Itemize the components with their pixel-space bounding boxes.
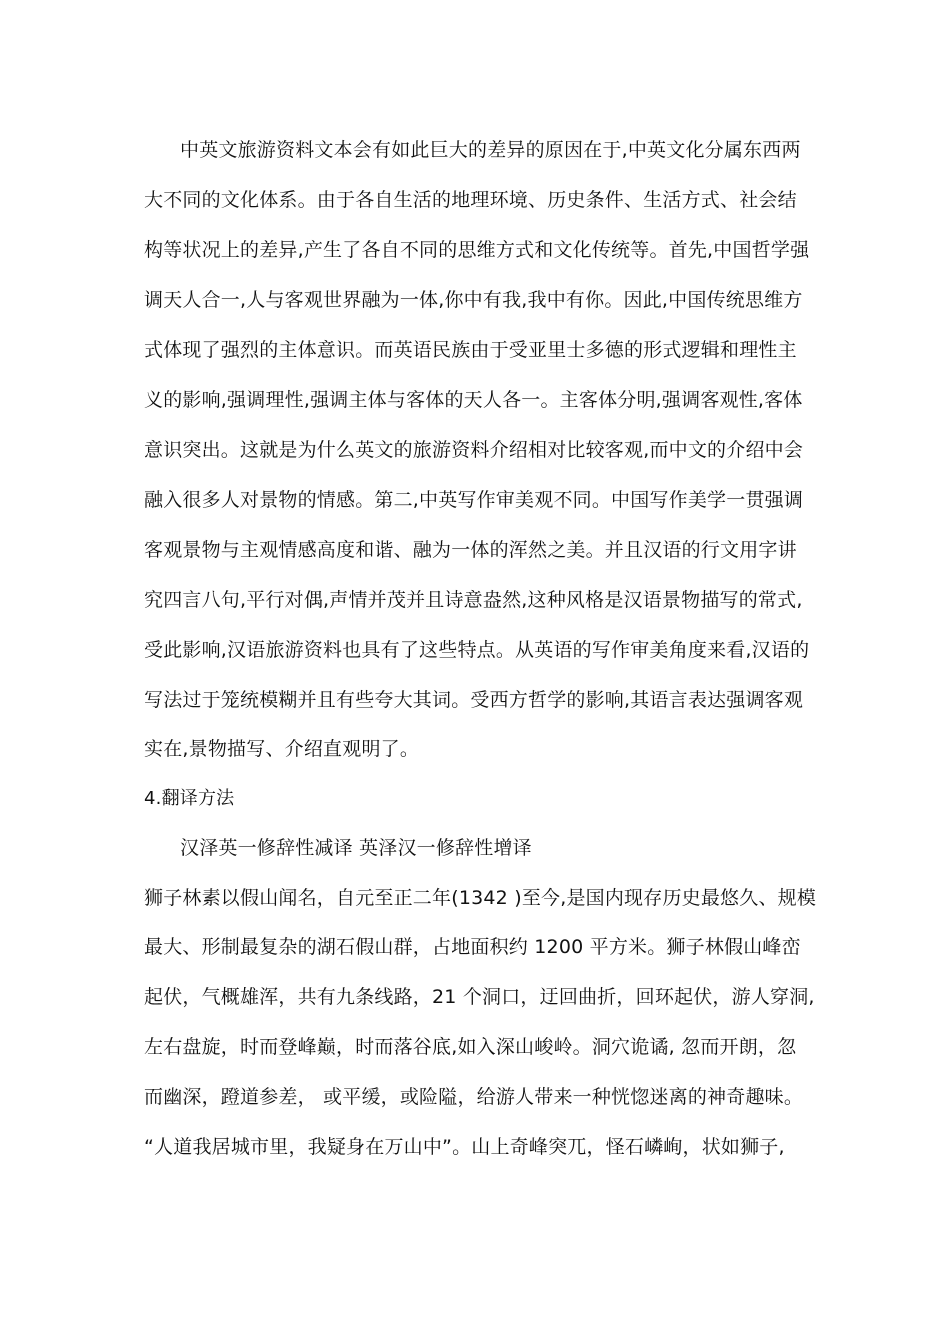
paragraph-2-line-2: 最大、形制最复杂的湖石假山群，占地面积约 1200 平方米。狮子林假山峰峦	[144, 936, 801, 958]
subheading: 汉泽英一修辞性减译 英泽汉一修辞性增译	[180, 837, 532, 859]
paragraph-2-line-3: 起伏，气概雄浑，共有九条线路，21 个洞口，迂回曲折，回环起伏，游人穿洞,	[144, 986, 815, 1008]
paragraph-2-line-4: 左右盘旋，时而登峰巅，时而落谷底,如入深山峻岭。洞穴诡谲, 忽而开朗，忽	[144, 1036, 797, 1058]
section-heading: 4.翻译方法	[144, 788, 235, 809]
paragraph-1-line-1: 中英文旅游资料文本会有如此巨大的差异的原因在于,中英文化分属东西两	[180, 139, 801, 161]
paragraph-2-line-6: “人道我居城市里，我疑身在万山中”。山上奇峰突兀，怪石嶙峋，状如狮子,	[144, 1136, 785, 1158]
paragraph-1-line-10: 究四言八句,平行对偶,声情并茂并且诗意盎然,这种风格是汉语景物描写的常式,	[144, 589, 803, 611]
paragraph-1-line-3: 构等状况上的差异,产生了各自不同的思维方式和文化传统等。首先,中国哲学强	[144, 239, 810, 261]
paragraph-1-line-13: 实在,景物描写、介绍直观明了。	[144, 738, 420, 760]
paragraph-1-line-8: 融入很多人对景物的情感。第二,中英写作审美观不同。中国写作美学一贯强调	[144, 489, 804, 511]
paragraph-2-line-1: 狮子林素以假山闻名，自元至正二年(1342 )至今,是国内现存历史最悠久、规模	[144, 887, 817, 909]
paragraph-1-line-9: 客观景物与主观情感高度和谐、融为一体的浑然之美。并且汉语的行文用字讲	[144, 539, 797, 561]
paragraph-1-line-4: 调天人合一,人与客观世界融为一体,你中有我,我中有你。因此,中国传统思维方	[144, 289, 803, 311]
paragraph-1-line-2: 大不同的文化体系。由于各自生活的地理环境、历史条件、生活方式、社会结	[144, 189, 797, 211]
paragraph-1-line-11: 受此影响,汉语旅游资料也具有了这些特点。从英语的写作审美角度来看,汉语的	[144, 639, 810, 661]
paragraph-1-line-12: 写法过于笼统模糊并且有些夸大其词。受西方哲学的影响,其语言表达强调客观	[144, 689, 804, 711]
paragraph-1-line-5: 式体现了强烈的主体意识。而英语民族由于受亚里士多德的形式逻辑和理性主	[144, 339, 797, 361]
paragraph-1-line-7: 意识突出。这就是为什么英文的旅游资料介绍相对比较客观,而中文的介绍中会	[144, 439, 804, 461]
paragraph-2-line-5: 而幽深，蹬道参差， 或平缓，或险隘，给游人带来一种恍惚迷离的神奇趣味。	[144, 1086, 804, 1108]
paragraph-1-line-6: 义的影响,强调理性,强调主体与客体的天人各一。主客体分明,强调客观性,客体	[144, 389, 803, 411]
